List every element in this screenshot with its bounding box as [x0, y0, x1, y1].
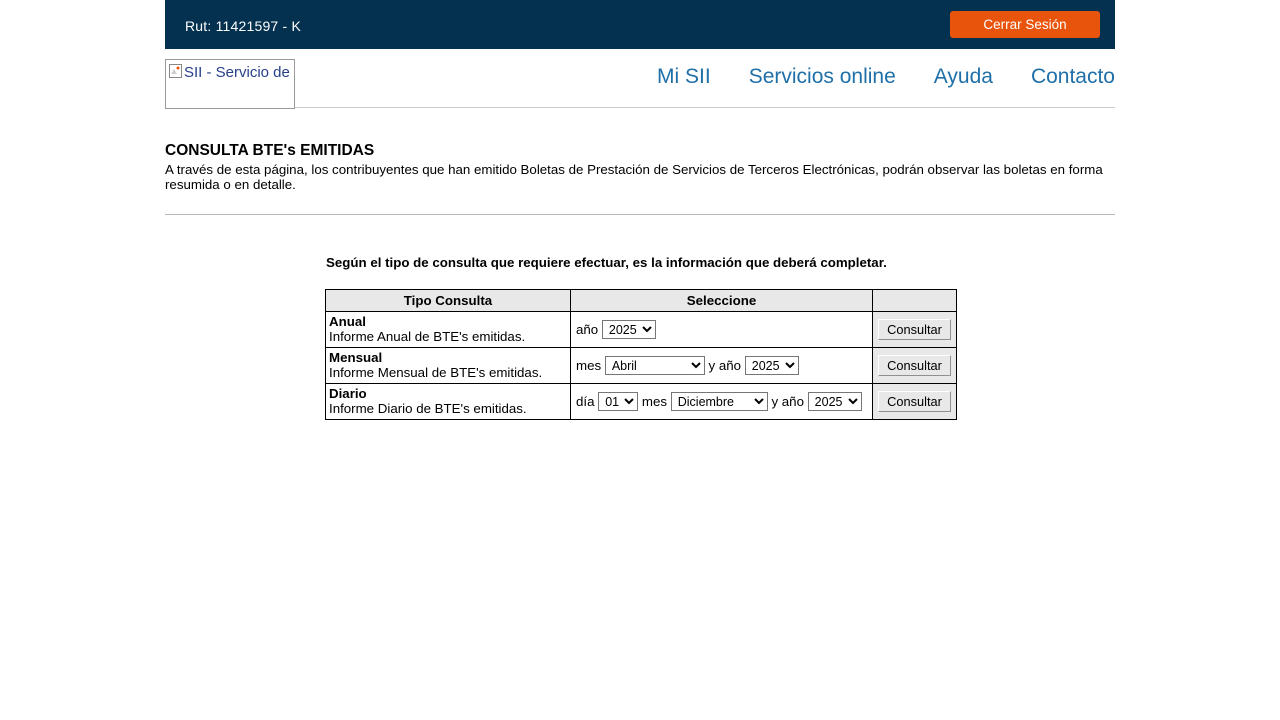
row-mensual-name: Mensual [329, 350, 383, 365]
row-mensual-type [326, 348, 571, 384]
consultar-mensual-button[interactable]: Consultar [878, 355, 951, 376]
select-anio-anual[interactable] [602, 320, 656, 339]
row-diario-name: Diario [329, 386, 367, 401]
table-head [326, 290, 957, 312]
row-anual-name: Anual [329, 314, 366, 329]
label-y-anio-diario: y año [771, 394, 804, 409]
select-anio-mensual[interactable] [745, 356, 799, 375]
query-type-table [325, 289, 957, 420]
consultar-anual-button[interactable]: Consultar [878, 319, 951, 340]
table-body [326, 312, 957, 420]
table-row [326, 348, 957, 384]
table-header-row [326, 290, 957, 312]
row-mensual-selectors [571, 348, 873, 384]
page-description: A través de esta página, los contribuyentes que han emitido Boletas de Prestación de Servicios de Terceros Electrónicas, podrán observar las boletas en forma resumida o en detalle. [165, 162, 1103, 192]
column-header-accion [873, 290, 957, 312]
header-divider [165, 214, 1115, 215]
row-diario-selectors [571, 384, 873, 420]
row-anual-type [326, 312, 571, 348]
logo-alt-text: SII - Servicio de [184, 64, 290, 81]
consultar-diario-button[interactable]: Consultar [878, 391, 951, 412]
column-header-tipo: Tipo Consulta [326, 290, 571, 312]
title-block [165, 108, 1115, 215]
logo-broken-image [165, 59, 295, 109]
label-mes-mensual: mes [576, 358, 602, 373]
nav-item-servicios-online[interactable]: Servicios online [748, 65, 896, 88]
main-navigation [657, 65, 1115, 89]
select-dia-diario[interactable] [598, 392, 638, 411]
row-anual-action [873, 312, 957, 348]
label-y-anio-mensual: y año [708, 358, 742, 373]
table-row [326, 312, 957, 348]
label-dia-diario: día [576, 394, 595, 409]
label-mes-diario: mes [641, 394, 668, 409]
select-mes-mensual[interactable] [605, 356, 705, 375]
label-anio-anual: año [576, 322, 599, 337]
page-title: CONSULTA BTE's EMITIDAS [165, 142, 375, 159]
select-anio-diario[interactable] [808, 392, 862, 411]
row-anual-selectors [571, 312, 873, 348]
nav-item-mi-sii[interactable]: Mi SII [657, 65, 711, 88]
row-mensual-action [873, 348, 957, 384]
row-mensual-desc: Informe Mensual de BTE's emitidas. [329, 365, 543, 380]
site-header [165, 49, 1115, 108]
rut-label: Rut: 11421597 - K [185, 18, 301, 34]
column-header-seleccione: Seleccione [571, 290, 873, 312]
broken-image-icon [169, 64, 182, 78]
table-row [326, 384, 957, 420]
top-bar [165, 0, 1115, 49]
row-diario-action [873, 384, 957, 420]
instruction-text: Según el tipo de consulta que requiere efectuar, es la información que deberá completar. [326, 255, 887, 270]
row-anual-desc: Informe Anual de BTE's emitidas. [329, 329, 526, 344]
nav-item-ayuda[interactable]: Ayuda [933, 65, 993, 88]
logout-button[interactable]: Cerrar Sesión [950, 11, 1100, 38]
select-mes-diario[interactable] [671, 392, 768, 411]
row-diario-type [326, 384, 571, 420]
content-wrapper [165, 0, 1115, 416]
row-diario-desc: Informe Diario de BTE's emitidas. [329, 401, 527, 416]
nav-item-contacto[interactable]: Contacto [1030, 65, 1115, 88]
